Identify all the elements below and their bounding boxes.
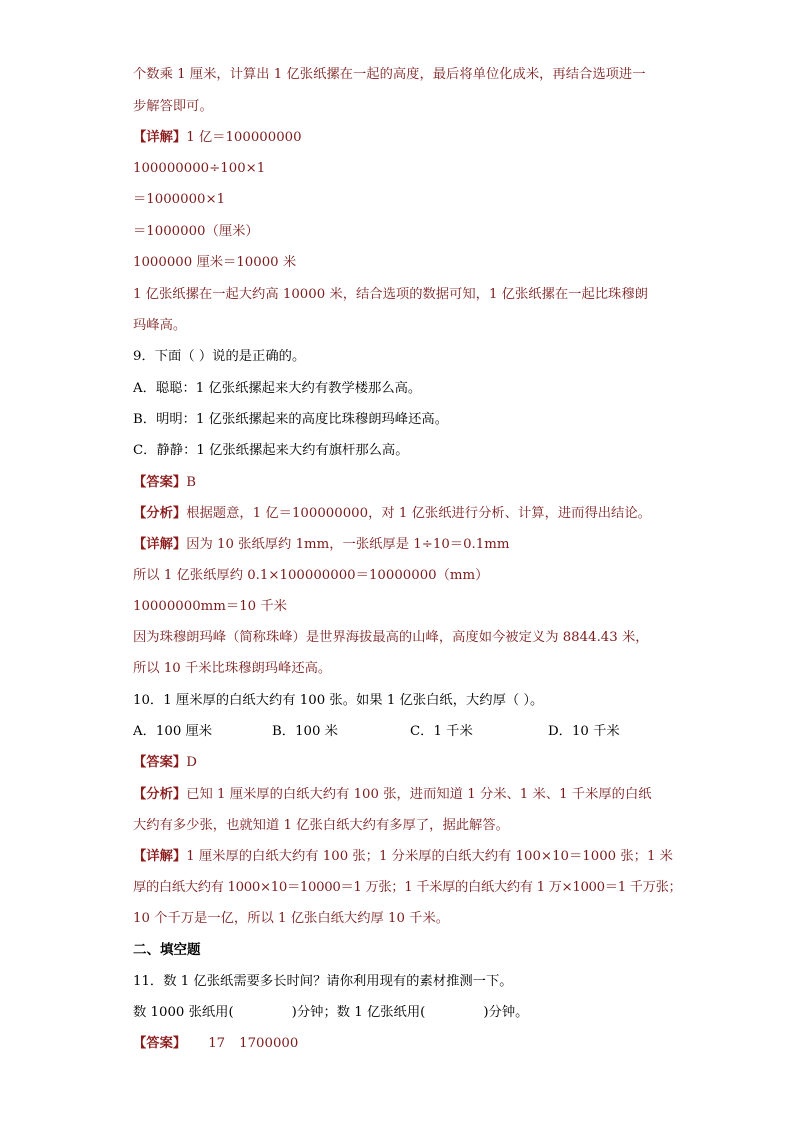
q11-question: 11．数 1 亿张纸需要多长时间？请你利用现有的素材推测一下。 xyxy=(133,974,513,989)
q9-question: 9．下面（ ）说的是正确的。 xyxy=(133,349,306,364)
q11-answer-2: 1700000 xyxy=(239,1036,299,1051)
q9-option-a: A．聪聪：1 亿张纸摞起来大约有教学楼那么高。 xyxy=(133,381,422,396)
q10-question: 10．1 厘米厚的白纸大约有 100 张。如果 1 亿张白纸，大约厚（ ）。 xyxy=(133,693,544,708)
q9-analysis-text: 根据题意，1 亿＝100000000，对 1 亿张纸进行分析、计算，进而得出结论。 xyxy=(186,506,651,521)
answer-tag: 【答案】 xyxy=(133,1036,187,1051)
q9-option-b: B．明明：1 亿张纸摞起来的高度比珠穆朗玛峰还高。 xyxy=(133,412,448,427)
q10-detail-1 xyxy=(133,848,673,866)
q10-option-b: B．100 米 xyxy=(272,724,338,739)
q10-option-d: D．10 千米 xyxy=(548,724,620,739)
q8-step-3: ＝1000000（厘米） xyxy=(133,224,259,239)
q9-detail-4: 因为珠穆朗玛峰（简称珠峰）是世界海拔最高的山峰，高度如今被定义为 8844.43 米， xyxy=(133,630,649,645)
q8-detail-text: 1 亿＝100000000 xyxy=(186,130,302,145)
detail-tag: 【详解】 xyxy=(133,537,187,552)
q10-option-a: A．100 厘米 xyxy=(133,724,213,739)
q10-detail-2: 厚的白纸大约有 1000×10＝10000＝1 万张；1 千米厚的白纸大约有 1 万×1000＝1 千万张； xyxy=(133,880,682,895)
q10-answer xyxy=(133,754,197,772)
q9-answer-value: B xyxy=(186,475,196,490)
q9-answer xyxy=(133,474,196,492)
q11-fill-part-b: )分钟；数 1 亿张纸用( xyxy=(291,1005,426,1020)
q10-analysis-text-1: 已知 1 厘米厚的白纸大约有 100 张，进而知道 1 分米、1 米、1 千米厚的白纸 xyxy=(186,787,652,802)
q9-detail-3: 10000000mm＝10 千米 xyxy=(133,599,287,614)
q11-fill-part-a: 数 1000 张纸用( xyxy=(133,1005,234,1020)
q9-analysis xyxy=(133,505,651,523)
q10-detail-3: 10 个千万是一亿，所以 1 亿张白纸大约厚 10 千米。 xyxy=(133,911,450,926)
q11-fill-part-c: )分钟。 xyxy=(483,1005,529,1020)
q9-detail-1 xyxy=(133,536,509,554)
analysis-tag: 【分析】 xyxy=(133,787,187,802)
q10-answer-value: D xyxy=(186,755,197,770)
q10-analysis-2: 大约有多少张，也就知道 1 亿张白纸大约有多厚了，据此解答。 xyxy=(133,818,509,833)
q11-answer-1: 17 xyxy=(208,1036,226,1051)
section-title: 二、填空题 xyxy=(133,942,201,958)
q10-option-c: C．1 千米 xyxy=(410,724,473,739)
q8-conclusion-1: 1 亿张纸摞在一起大约高 10000 米，结合选项的数据可知，1 亿张纸摞在一起比珠穆朗 xyxy=(133,287,648,302)
q8-conclusion-2: 玛峰高。 xyxy=(133,318,187,333)
q8-analysis-line-2: 步解答即可。 xyxy=(133,99,213,114)
q8-analysis-line-1: 个数乘 1 厘米，计算出 1 亿张纸摞在一起的高度，最后将单位化成米，再结合选项进一 xyxy=(133,67,646,82)
q10-analysis-1 xyxy=(133,786,652,804)
q11-answer xyxy=(133,1035,298,1053)
q9-detail-text-1: 因为 10 张纸厚约 1mm，一张纸厚是 1÷10＝0.1mm xyxy=(186,537,510,552)
q11-fill-line xyxy=(133,1004,528,1022)
q8-detail-line xyxy=(133,129,302,147)
q9-option-c: C．静静：1 亿张纸摞起来大约有旗杆那么高。 xyxy=(133,443,409,458)
q8-step-4: 1000000 厘米＝10000 米 xyxy=(133,255,297,270)
detail-tag: 【详解】 xyxy=(133,849,187,864)
q9-detail-5: 所以 10 千米比珠穆朗玛峰还高。 xyxy=(133,661,332,676)
detail-tag: 【详解】 xyxy=(133,130,187,145)
q9-detail-2: 所以 1 亿张纸厚约 0.1×100000000＝10000000（mm） xyxy=(133,568,489,583)
q8-step-1: 100000000÷100×1 xyxy=(133,161,266,176)
analysis-tag: 【分析】 xyxy=(133,506,187,521)
answer-tag: 【答案】 xyxy=(133,755,187,770)
answer-tag: 【答案】 xyxy=(133,475,187,490)
q10-detail-text-1: 1 厘米厚的白纸大约有 100 张；1 分米厚的白纸大约有 100×10＝1000 张；1 米 xyxy=(186,849,673,864)
q8-step-2: ＝1000000×1 xyxy=(133,192,226,207)
